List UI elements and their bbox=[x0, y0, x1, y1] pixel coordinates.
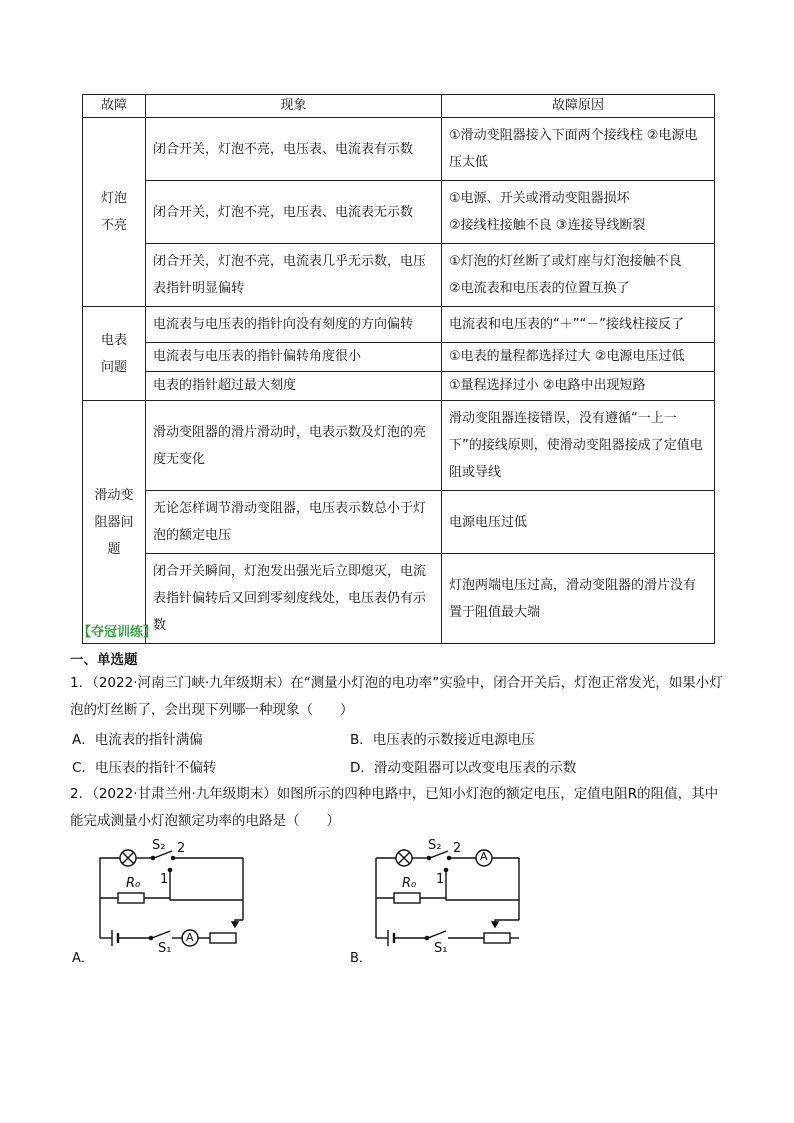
label-s1-a: S₁ bbox=[158, 941, 172, 956]
rheostat bbox=[210, 933, 236, 943]
label-ammeter-a: A bbox=[186, 931, 194, 944]
q1-option-c: C．电压表的指针不偏转 bbox=[72, 760, 217, 776]
category-cell: 电表 问题 bbox=[83, 307, 146, 401]
phenomenon-cell: 闭合开关，灯泡不亮，电流表几乎无示数，电压表指针明显偏转 bbox=[146, 244, 442, 307]
table-row bbox=[83, 307, 715, 343]
category-cell: 灯泡 不亮 bbox=[83, 118, 146, 307]
header-phenomenon: 现象 bbox=[146, 95, 442, 118]
switch-s1 bbox=[428, 931, 446, 938]
category-cell: 滑动变 阻器问 题 bbox=[83, 401, 146, 644]
table-row bbox=[83, 343, 715, 372]
label-ammeter-b: A bbox=[480, 850, 488, 863]
label-s2-b: S₂ bbox=[428, 838, 442, 853]
resistor-r0 bbox=[118, 893, 144, 903]
question-1-text: 1．（2022·河南三门峡·九年级期末）在“测量小灯泡的电功率”实验中，闭合开关后，灯泡正常发光，如果小灯泡的灯丝断了，会出现下列哪一种现象（ ） bbox=[70, 675, 723, 718]
phenomenon-cell: 无论怎样调节滑动变阻器，电压表示数总小于灯泡的额定电压 bbox=[146, 491, 442, 554]
option-a-label: A． bbox=[72, 951, 94, 966]
table-row bbox=[83, 181, 715, 244]
table-row bbox=[83, 491, 715, 554]
label-2-b: 2 bbox=[453, 841, 462, 856]
table-row bbox=[83, 372, 715, 401]
circuit-diagram-b bbox=[366, 838, 536, 958]
resistor-r0 bbox=[394, 893, 420, 903]
table-row bbox=[83, 401, 715, 491]
label-2-a: 2 bbox=[177, 841, 186, 856]
cause-cell: ①电表的量程都选择过大 ②电源电压过低 bbox=[442, 343, 715, 372]
question-2-text: 2．（2022·甘肃兰州·九年级期末）如图所示的四种电路中，已知小灯泡的额定电压，定值电阻R的阻值，其中能完成测量小灯泡额定功率的电路是（ ） bbox=[70, 786, 719, 829]
table-row bbox=[83, 118, 715, 181]
option-b-label: B． bbox=[350, 951, 372, 966]
cause-cell: ①电源、开关或滑动变阻器损坏 ②接线柱接触不良 ③连接导线断裂 bbox=[442, 181, 715, 244]
phenomenon-cell: 闭合开关瞬间，灯泡发出强光后立即熄灭，电流表指针偏转后又回到零刻度线处，电压表仍有示数 bbox=[146, 554, 442, 644]
cause-cell: ①滑动变阻器接入下面两个接线柱 ②电源电压太低 bbox=[442, 118, 715, 181]
q1-option-a: A．电流表的指针满偏 bbox=[72, 732, 203, 748]
rheostat bbox=[484, 933, 510, 943]
cause-cell: 灯泡两端电压过高，滑动变阻器的滑片没有置于阻值最大端 bbox=[442, 554, 715, 644]
label-1-a: 1 bbox=[160, 872, 169, 887]
label-s1-b: S₁ bbox=[434, 941, 448, 956]
phenomenon-cell: 闭合开关，灯泡不亮，电压表、电流表无示数 bbox=[146, 181, 442, 244]
label-s2-a: S₂ bbox=[152, 838, 166, 853]
phenomenon-cell: 电表的指针超过最大刻度 bbox=[146, 372, 442, 401]
label-r0-b: R₀ bbox=[402, 876, 417, 891]
header-cause: 故障原因 bbox=[442, 95, 715, 118]
cause-cell: ①量程选择过小 ②电路中出现短路 bbox=[442, 372, 715, 401]
section-tag: 【夺冠训练】 bbox=[78, 625, 157, 640]
label-r0-a: R₀ bbox=[126, 876, 141, 891]
switch-s1 bbox=[152, 931, 170, 938]
phenomenon-cell: 闭合开关，灯泡不亮，电压表、电流表有示数 bbox=[146, 118, 442, 181]
phenomenon-cell: 电流表与电压表的指针偏转角度很小 bbox=[146, 343, 442, 372]
phenomenon-cell: 滑动变阻器的滑片滑动时，电表示数及灯泡的亮度无变化 bbox=[146, 401, 442, 491]
fault-table bbox=[82, 94, 715, 644]
circuit-diagram-a bbox=[90, 838, 260, 958]
section-heading: 一、单选题 bbox=[70, 652, 138, 668]
cause-cell: 电流表和电压表的“＋”“－”接线柱接反了 bbox=[442, 307, 715, 343]
table-row bbox=[83, 244, 715, 307]
label-1-b: 1 bbox=[436, 872, 445, 887]
table-row bbox=[83, 554, 715, 644]
phenomenon-cell: 电流表与电压表的指针向没有刻度的方向偏转 bbox=[146, 307, 442, 343]
table-header-row bbox=[83, 95, 715, 118]
header-fault: 故障 bbox=[83, 95, 146, 118]
cause-cell: ①灯泡的灯丝断了或灯座与灯泡接触不良 ②电流表和电压表的位置互换了 bbox=[442, 244, 715, 307]
q1-option-d: D．滑动变阻器可以改变电压表的示数 bbox=[350, 760, 577, 776]
cause-cell: 滑动变阻器连接错误，没有遵循“一上一下”的接线原则，使滑动变阻器接成了定值电阻或导线 bbox=[442, 401, 715, 491]
cause-cell: 电源电压过低 bbox=[442, 491, 715, 554]
q1-option-b: B．电压表的示数接近电源电压 bbox=[350, 732, 535, 748]
